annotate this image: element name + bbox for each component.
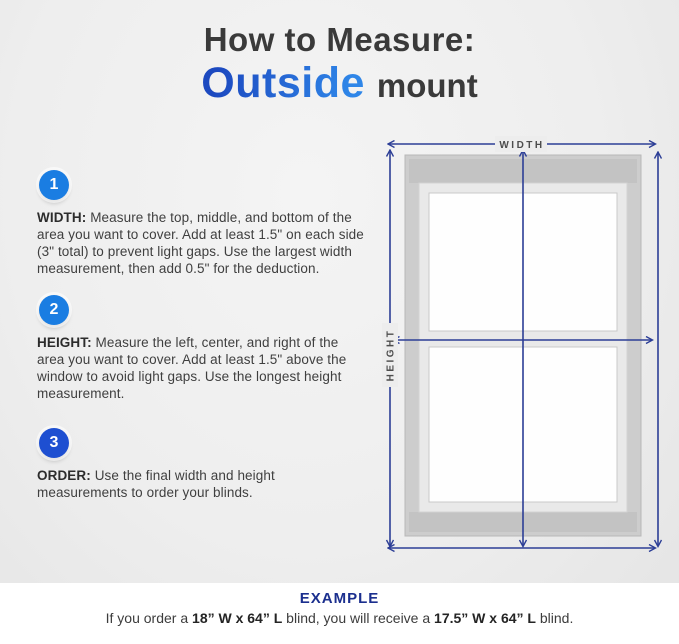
step-2-label: HEIGHT: (37, 335, 92, 350)
step-2-text (37, 334, 369, 402)
step-2-height (37, 295, 385, 402)
step-1-number-badge: 1 (39, 170, 69, 200)
step-1-text (37, 209, 369, 277)
page-title (0, 22, 679, 106)
example-size-ordered: 18” W x 64” L (192, 610, 283, 626)
step-1-body: Measure the top, middle, and bottom of the area you want to cover. Add at least 1.5" on each side (3" total) to prevent light gaps. Use the largest width measurement, then add 0.5" for the deduction. (37, 210, 364, 276)
step-1-label: WIDTH: (37, 210, 87, 225)
example-size-received: 17.5” W x 64” L (434, 610, 536, 626)
title-line-1: How to Measure: (203, 21, 476, 58)
steps-list (37, 167, 385, 515)
window-measurement-diagram (375, 128, 675, 573)
example-prefix: If you order a (105, 610, 193, 626)
title-highlight-outside: Outside (201, 58, 365, 107)
step-3-body: Use the final width and height measurements to order your blinds. (37, 468, 275, 500)
example-heading: EXAMPLE (299, 590, 380, 607)
example-suffix: blind. (535, 610, 574, 626)
title-line-2 (0, 60, 679, 106)
step-3-label: ORDER: (37, 468, 91, 483)
height-label: HEIGHT (385, 328, 397, 382)
width-label: WIDTH (499, 140, 545, 151)
example-footer (0, 583, 679, 644)
step-3-number-badge: 3 (39, 428, 69, 458)
example-middle: blind, you will receive a (282, 610, 435, 626)
example-sentence (0, 610, 679, 626)
step-1-width (37, 170, 385, 277)
step-2-body: Measure the left, center, and right of the area you want to cover. Add at least 1.5" above the window to avoid light gaps. Use the longest height measurement. (37, 335, 347, 401)
step-2-number-badge: 2 (39, 295, 69, 325)
title-suffix-mount: mount (376, 66, 478, 104)
step-3-order (37, 428, 385, 501)
step-3-text (37, 467, 369, 501)
